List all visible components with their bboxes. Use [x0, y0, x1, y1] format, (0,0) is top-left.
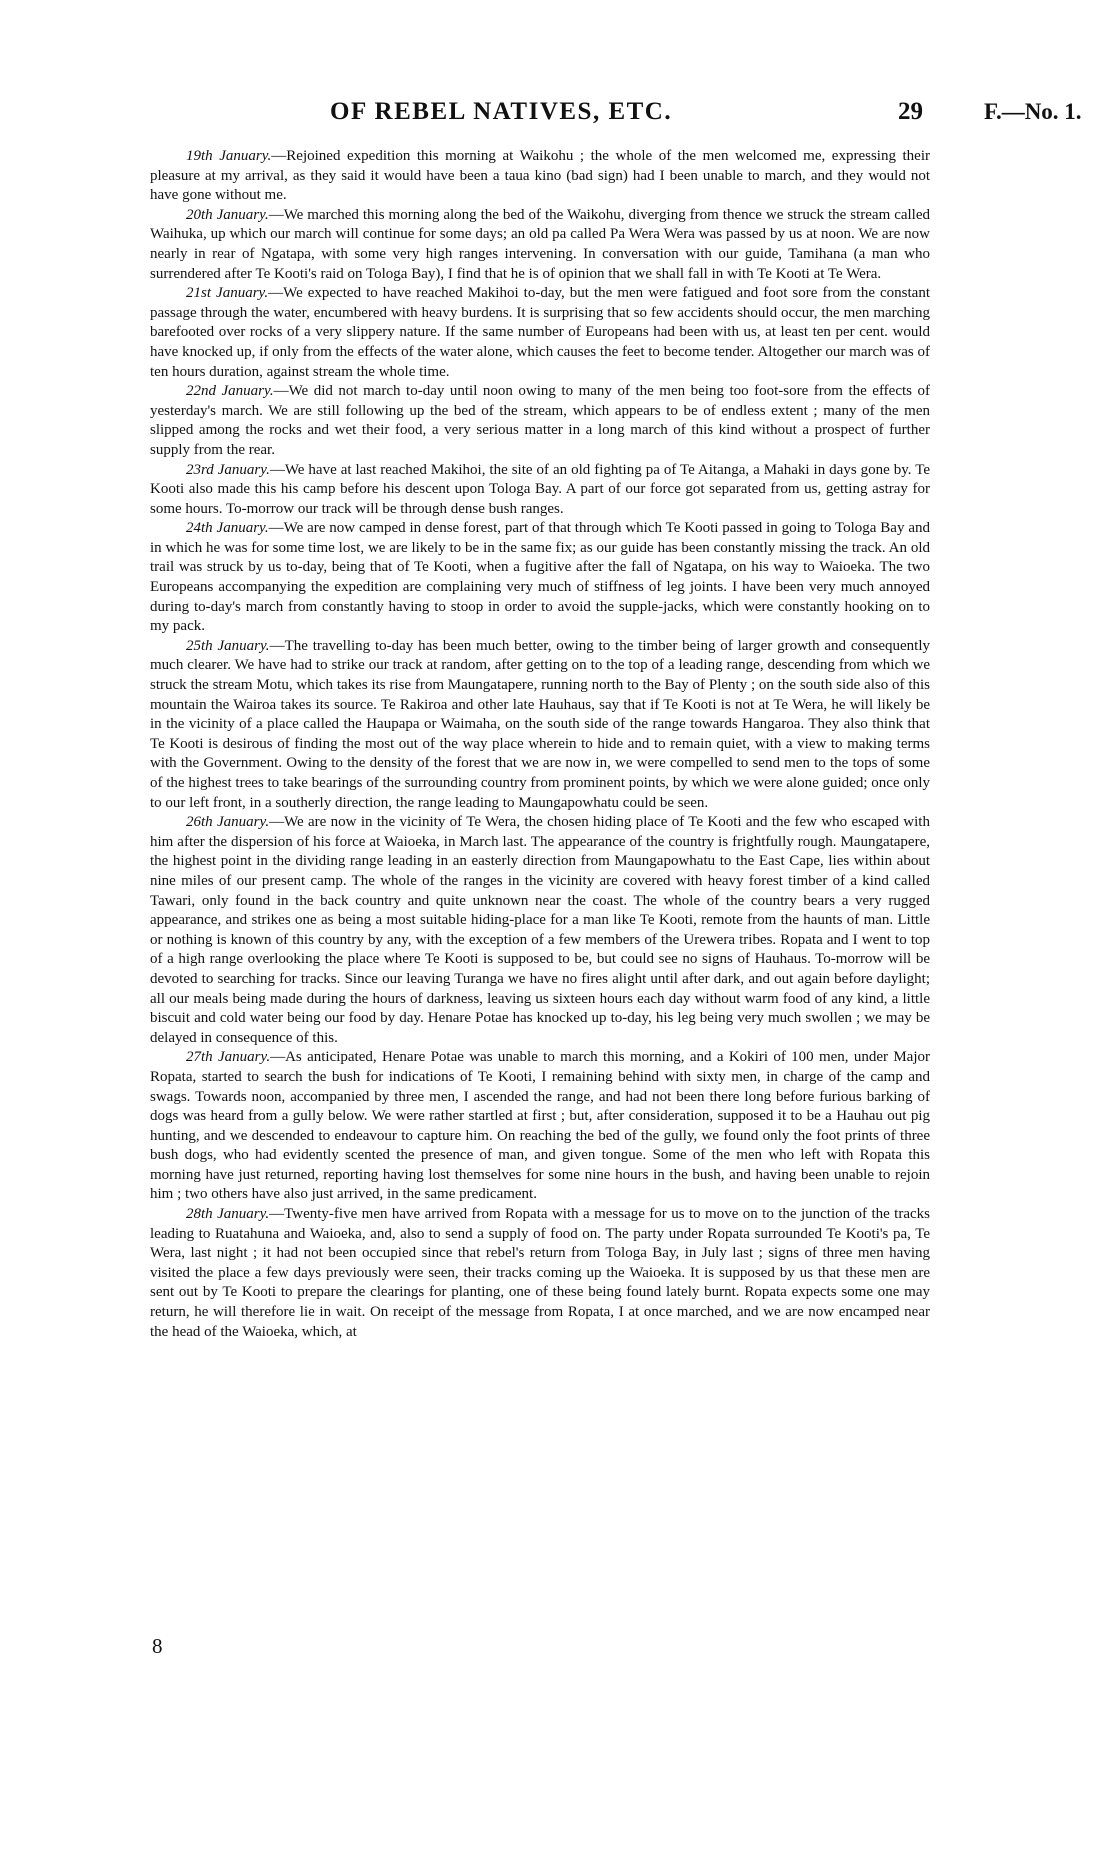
entry-date: 26th January.: [186, 814, 270, 831]
entry-date: 27th January.: [186, 1049, 271, 1066]
entry-date: 20th January.: [186, 206, 269, 223]
journal-entry: [150, 519, 930, 637]
journal-entry: [150, 461, 930, 520]
entry-text: —We are now camped in dense forest, part of that through which Te Kooti passed in going to Tologa Bay and in which he was for some time lost, we are likely to be in the same fix; as our guide has been constantly missing the track. An old trail was struck by us to-day, being that of Te Kooti, when a fugitive after the fall of Ngatapa, on his way to Waioeka. The two Europeans accompanying the expedition are complaining very much of stiffness of leg joints. I have been very much annoyed during to-day's march from constantly having to stoop in order to avoid the supple-jacks, which were constantly hooking on to my pack.: [150, 520, 930, 635]
journal-entry: [150, 1048, 930, 1205]
journal-entry: [150, 147, 930, 206]
entry-date: 21st January.: [186, 285, 269, 302]
entry-date: 22nd January.: [186, 383, 274, 400]
entry-date: 19th January.: [186, 148, 272, 164]
entry-text: —Twenty-five men have arrived from Ropata with a message for us to move on to the junction of the tracks leading to Ruatahuna and Waioeka, and, also to send a supply of food on. The party under Ropata surrounded Te Kooti's pa, Te Wera, last night ; it had not been occupied since that rebel's return from Tologa Bay, in July last ; signs of three men having visited the place a few days previously were seen, their tracks coming up the Waioeka. It is supposed by us that these men are sent out by Te Kooti to prepare the clearings for planting, one of these being found lately burnt. Ropata expects some one may return, he will therefore lie in wait. On receipt of the message from Ropata, I at once marched, and we are now encamped near the head of the Waioeka, which, at: [150, 1206, 930, 1340]
journal-entry: [150, 637, 930, 813]
journal-entry: [150, 284, 930, 382]
entry-date: 25th January.: [186, 637, 270, 654]
entry-date: 23rd January.: [186, 461, 270, 478]
signature-mark: 8: [152, 1634, 163, 1658]
page-header: [150, 98, 1082, 130]
journal-entry: [150, 206, 930, 284]
running-title: OF REBEL NATIVES, ETC.: [330, 98, 673, 125]
journal-entry: [150, 813, 930, 1048]
document-reference: F.—No. 1.: [984, 99, 1082, 124]
journal-entry: [150, 382, 930, 460]
entry-text: —We marched this morning along the bed of the Waikohu, diverging from thence we struck the stream called Waihuka, up which our march will continue for some days; an old pa called Pa Wera Wera was passed by us at noon. We are now nearly in rear of Ngatapa, with some very high ranges intervening. In conversation with our guide, Tamihana (a man who surrendered after Te Kooti's raid on Tologa Bay), I find that he is of opinion that we shall fall in with Te Kooti at Te Wera.: [150, 206, 931, 282]
entry-text: —As anticipated, Henare Potae was unable to march this morning, and a Kokiri of 100 men, under Major Ropata, started to search the bush for indications of Te Kooti, I remaining behind with sixty men, in charge of the camp and swags. Towards noon, accompanied by three men, I ascended the range, and had not been there long before furious barking of dogs was heard from a gully below. We were rather startled at first ; but, after consideration, supposed it to be a Hauhau out pig hunting, and we descended to endeavour to capture him. On reaching the bed of the gully, we found only the foot prints of three bush dogs, who had evidently scented the presence of man, and given tongue. Some of the men who left with Ropata this morning have just returned, reporting having lost themselves for some nine hours in the bush, and having been unable to rejoin him ; two others have also just arrived, in the same predicament.: [150, 1049, 930, 1203]
page-number: 29: [898, 98, 923, 125]
journal-entry: [150, 1205, 930, 1342]
journal-body: [150, 147, 930, 1342]
entry-date: 28th January.: [186, 1206, 270, 1223]
entry-text: —We are now in the vicinity of Te Wera, the chosen hiding place of Te Kooti and the few who escaped with him after the dispersion of his force at Waioeka, in March last. The appearance of the country is frightfully rough. Maungatapere, the highest point in the dividing range leading in an easterly direction from Maungapowhatu to the East Cape, lies within about nine miles of our present camp. The whole of the ranges in the vicinity are covered with heavy forest timber of a kind called Tawari, only found in the back country and quite unknown near the coast. The whole of the country bears a very rugged appearance, and strikes one as being a most suitable hiding-place for a man like Te Kooti, remote from the haunts of man. Little or nothing is known of this country by any, with the exception of a few members of the Urewera tribes. Ropata and I went to top of a high range overlooking the place where Te Kooti is supposed to be, but could see no signs of Hauhaus. To-morrow will be devoted to searching for tracks. Since our leaving Turanga we have no fires alight until after dark, and out again before daylight; all our meals being made during the hours of darkness, leaving us sixteen hours each day without warm food of any kind, a little biscuit and cold water being our food by day. Henare Potae has knocked up to-day, his leg being very much swollen ; we may be delayed in consequence of this.: [150, 814, 930, 1046]
entry-text: —We have at last reached Makihoi, the site of an old fighting pa of Te Aitanga, a Mahaki in days gone by. Te Kooti also made this his camp before his descent upon Tologa Bay. A part of our force got separated from us, getting astray for some hours. To-morrow our track will be through dense bush ranges.: [150, 461, 930, 517]
entry-text: —We did not march to-day until noon owing to many of the men being too foot-sore from the effects of yesterday's march. We are still following up the bed of the stream, which appears to be of endless extent ; many of the men slipped among the rocks and wet their food, a very serious matter in a long march of this kind without a prospect of further supply from the rear.: [150, 383, 930, 458]
entry-text: —The travelling to-day has been much better, owing to the timber being of larger growth and consequently much clearer. We have had to strike our track at random, after getting on to the top of a leading range, descending from which we struck the stream Motu, which takes its rise from Maungatapere, running north to the Bay of Plenty ; on the south side also of this mountain the Wairoa takes its source. Te Rakiroa and other late Hauhaus, say that if Te Kooti is not at Te Wera, he will likely be in the vicinity of a place called the Haupapa or Waimaha, on the south side of the range towards Hangaroa. They also think that Te Kooti is desirous of finding the most out of the way place wherein to hide and to remain quiet, with a view to making terms with the Government. Owing to the density of the forest that we are now in, we were compelled to send men to the tops of some of the highest trees to take bearings of the surrounding country from prominent points, by which we were alone guided; once only to our left front, in a southerly direction, the range leading to Maungapowhatu could be seen.: [150, 637, 930, 811]
entry-text: —Rejoined expedition this morning at Waikohu ; the whole of the men welcomed me, expressing their pleasure at my arrival, as they said it would have been a taua kino (bad sign) had I been unable to march, and they would not have gone without me.: [150, 148, 930, 204]
entry-text: —We expected to have reached Makihoi to-day, but the men were fatigued and foot sore from the constant passage through the water, encumbered with heavy burdens. It is surprising that so few accidents should occur, the men marching barefooted over rocks of a very slippery nature. If the same number of Europeans had been with us, at least ten per cent. would have knocked up, if only from the effects of the water alone, which causes the feet to become tender. Altogether our march was of ten hours duration, against stream the whole time.: [150, 285, 930, 380]
entry-date: 24th January.: [186, 520, 269, 537]
